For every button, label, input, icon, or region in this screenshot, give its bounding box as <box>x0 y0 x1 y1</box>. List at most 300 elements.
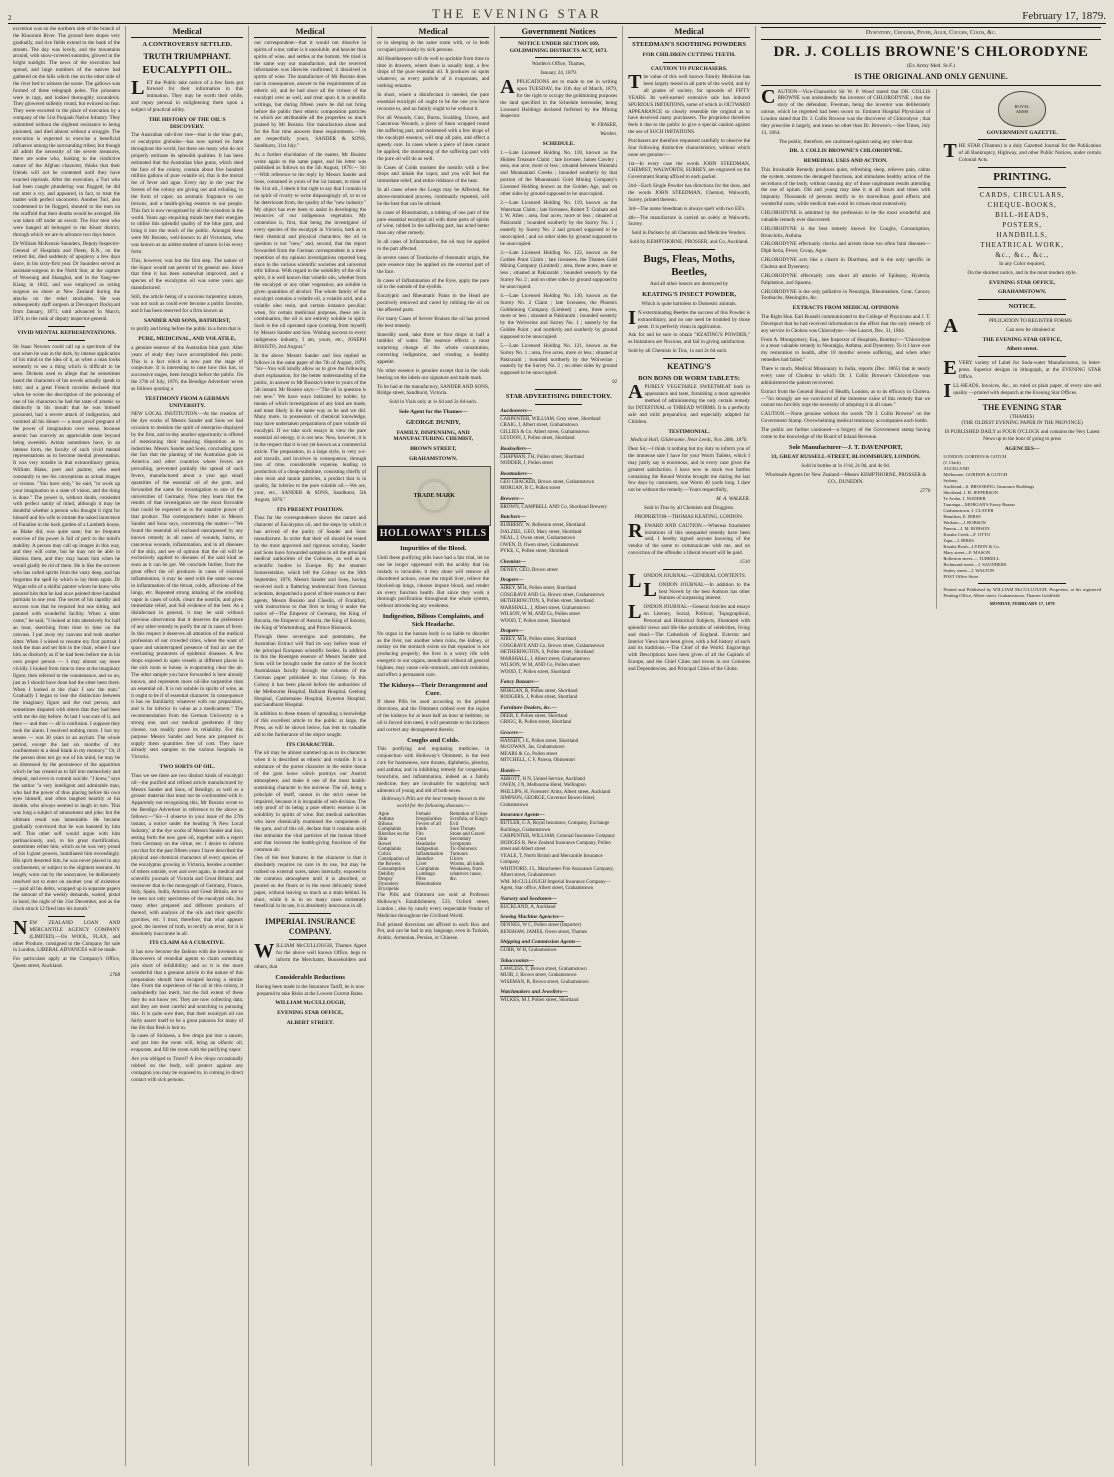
col3-p6: In addition to these means of spreading a knowledge of this excellent article to the public at large, the Press, as will be shown below, has lent its valuable aid to the furtherance of the object sought. <box>254 711 367 738</box>
testimonial-place: Medical Hall, Gildersome, Near Leeds, Nov. 28th, 1876. <box>630 437 748 444</box>
directory-group <box>500 768 617 810</box>
coughs-body: This purifying and regulating medicine, in conjunction with Holloway's Ointment, is the best cure for hoarseness, sore throats, diphtheria, pleurisy, and asthma; and in inhibiting remedy for congestion, bronchitis, and inflammation, indeed as a family medicine, they are invaluable for supplying such ailments of young and old of both sexes. <box>377 746 490 794</box>
agency-item: Tapu—J. BIRSS <box>943 537 974 543</box>
divider <box>761 39 1101 40</box>
directory-entry: WM. McCULLOUGH Imperial Insurance Company—Agent, Star office, Albert street, Grahamstown <box>500 879 611 892</box>
evening-star-sub: (THAMES) <box>1010 415 1035 420</box>
imperial-office: EVENING STAR OFFICE, <box>277 1010 344 1017</box>
wardens-office: Warden's Office, Thames, <box>531 61 586 68</box>
column-2 <box>126 26 249 1466</box>
directory-group-title: Tobacconists— <box>500 958 534 966</box>
ad-title-eucalypti: EUCALYPTI OIL. <box>142 64 232 77</box>
notice-date: January 24, 1879. <box>540 70 578 77</box>
heading-kidneys: The Kidneys—Their Derangement and Cure. <box>378 681 488 697</box>
sole-agents: Wholesale Agents for New Zealand—Messrs KEMPTHORNE, PROSSER & CO., DUNEDIN. <box>765 472 927 485</box>
ad-body-10: Are you obliged to Travel? A few drops occasionally rubbed on the body, will protect against any contagion you may be exposed to, in coming in direct contact with sick persons. <box>131 1056 244 1083</box>
directory-group <box>500 939 617 955</box>
ailment-item: Lumbago <box>416 872 436 878</box>
col3-p2: As a further elucidation of the matter, Mr Bosisto wrote again to the same paper, and his letter was published as follows on the 5th August, 1876:— Sir—With reference to the reply by Messrs Sander and Sons, contained in yours of the 1st instant, to mine of the 31st ult., I deem it but right to say that I contain in no spirit of rivalry to write disparagingly of, or to so far deteriorate from, the quality of the "new industry." My object has ever been to assist in developing the resources of our indigenous vegetation. My contention is, first, that being the investigator of every species of the eucalypti in Victoria, both as to their chemical and physical characters, the oil in question is not "new," and, second, that the report forwarded from the German correspondent is a mere repetition of my opinion investigations reported long since to the various scientific societies and universal etfic bilious. With regard to the solubility of the oil in spirit, it is well known that volatile oils, whether from the eucalypti or any other vegetation, are soluble in given quantities of alcohol. The whole family of the eucalypti contains a volatile oil, a volatile acid, and a volatile oleo resin, and certain instance peculiar; when, for certain medicinal purposes, these are in combination, the oil is not entirely soluble in spirit. Such is the oil operated upon (coming from myself) by Messrs Sander and Son. Wishing success to every indigenous industry, I am, yours, etc., JOSEPH BOSISTO, 2nd August." <box>254 151 367 350</box>
subhead-two-sorts: TWO SORTS OF OIL. <box>159 764 215 771</box>
col4-p13: Innerdily used, take three or four drops in half a tumbler of water. The essence effects a most surprising change of the whole constitution, correcting indigestion, and creating a healthy appetite. <box>377 331 490 365</box>
col3-p1: our correspondent—that it would not dissolve in spirits of wine; rather is it unsoluble, and heavier than spirits of wine, and settles at the bottom. We tried in the same way our manufacture, and the received information was likewise confirmed; it dissolved in spirits of wine. The manufacture of Mr Bosisto does not in consequence, answer to the requirements of an etheric oil, and he had since all the virtues of the eucalypti over as well, and treat upon it in scientific writings, but during fifteen years he did not bring before the public their etheric composition particles to which are attributable all the properties so much praised by Mr Bosisto. Our manufacture alone and for the first time answers these requirements.—We are respectfully yours, SANDER & SONS, Sandhurst, 31st July." <box>254 40 367 149</box>
printing-note: In any Color required, <box>999 261 1046 268</box>
col4-p6: In all cases where the Lungs may be Affected, the above-mentioned process, continually repeated, will be the best that can be advised. <box>377 187 490 207</box>
directory-group-title: Chemists— <box>500 559 526 567</box>
agency-item: Mary street—F. MASON <box>943 549 991 555</box>
directory-group <box>500 628 617 676</box>
trade-mark-label: TRADE MARK <box>413 493 455 500</box>
ailment-item: Bilious Complaints <box>378 822 402 833</box>
agency-item: Hamilton, E. BIRSS <box>943 513 981 519</box>
agency-item: Karaka Road—LYDON & Co. <box>943 543 1001 549</box>
ad-lead: LET the Public take notice of a few facts put forward for their information in this intimation. They may be worth their while, and repay perusal in enlightening them upon a subject of practical utility. <box>131 76 244 114</box>
column-1 <box>8 26 126 1466</box>
col3-p3: In the above Messrs Sander and Son replied as follows in the same paper of the 7th of August, 1876. "Sir—You will kindly allow us to give the following short explanation, for the better understanding of the public, in answer to Mr Bosisto's letter in yours of the 5th instant. Mr Bosisto says:—"The oil in question is not new." We have ways indicated by nobler, by means of which investigations of any kind are made, and must likely in the same way as he and we did. Many more, in possession of chemical knowledge, may have undertaken preparations of pure volatile oil eucalypti. If we take such essays in view the pure essential oil energy, it is not new. New, however, it is in the respect that it is not yet known as a commercial article. The preparation, in a large style, is very a-s-and travails, and involves in consequence, through loss of time, considerable expense, leading to production of a cheap-substitute, consisting chiefly of oleo resin and tannin particles, a product that is in quality, far inferior to the pure volatile oil.—We are, your, etc., SANDER & SONS, Sandhurst, 5th August, 1876." <box>254 352 367 503</box>
directory-group-title: Drapers— <box>500 628 523 636</box>
directory-entry: BURBERY, W, Rolleston street, Shortland <box>500 523 586 529</box>
keatings-powder-body: IN exterminating Beetles the success of this Powder is extraordinary, and no one need be troubled by those pests. It is perfectly clean in application. <box>628 306 750 330</box>
directory-group-title: Bootmakers— <box>500 471 532 479</box>
directory-entry: NEAL, J, Owen street, Grahamstown <box>500 536 576 542</box>
imperial-body: Having been made in the Insurance Tariff, he is now prepared to take Risks at the Lowest Current Rates. <box>255 983 365 997</box>
notice-heading: NOTICE. <box>1008 303 1036 311</box>
ailment-item: Fits <box>416 832 424 838</box>
schedule-item: 1.—Late Licensed Holding No. 118, known as the Hidden Treasure Claim ; late licensee, James Cawley ; area, one acre, more or less ; situated between Waiotahi and Moanataiari Creeks ; bounded southerly by that portion of the Moanataiari Gold Mining Company's Licensed Holding known as the Golden Age, and on other sides by ground supposed to be unoccupied. <box>500 149 618 197</box>
caution-title: CAUTION TO PURCHASERS. <box>650 65 728 72</box>
col4-agent-desc: FAMILY, DISPENSING, AND MANUFACTURING CHEMIST, <box>393 429 474 443</box>
divider <box>48 340 85 341</box>
directory-group-title: Furniture Dealers, &c.— <box>500 705 557 713</box>
sole-ref: 2770 <box>919 487 931 494</box>
ad-title-truth: TRUTH TRIUMPHANT. <box>143 51 231 61</box>
heading-coughs-colds: Coughs and Colds. <box>407 736 460 744</box>
directory-entry: OWEN, J N, Melbourne Hotel, Wellington <box>500 783 586 789</box>
caution-body: The value of this well known Family Medicine has been largely tested in all parts of the world, and by all grades of society, for upwards of FIFTY YEARS. Its well-earned extensive sale has induced SPURIOUS IMITATIONS, some of which in OUTWARD APPEARANCE so closely resemble the original as to have deceived many purchasers. The proprietor therefore feels it due to the public to give a special caution against the use of SUCH IMITATIONS. <box>628 71 750 136</box>
directory-entry: MARSHALL, J, Albert street, Grahamstown <box>500 605 590 611</box>
printing-note-2: On the shortest notice, and in the most modern style. <box>967 269 1077 276</box>
ailment-item: Piles <box>416 877 426 883</box>
bugs-title: Bugs, Fleas, Moths, Beetles, <box>643 252 735 279</box>
chlorodyne-line-2: CHLORODYNE is the best remedy known for Coughs, Consumption, Bronchitis, Asthma. <box>761 225 931 239</box>
ailment-item: Blotches on the Skin <box>378 832 410 843</box>
ailment-item: Inflammation <box>416 852 444 858</box>
printing-service: &c., &c., &c., <box>995 251 1049 260</box>
chlorodyne-caution-2: The public, therefore, are cautioned against using any other than <box>778 138 913 145</box>
col4-p10: In cases of Inflammation of the Eyes, apply the pure oil to the outside of the eyelids. <box>377 277 490 291</box>
subhead-pure: PURE, MEDICINAL, AND VOLATILE, <box>138 336 236 343</box>
directory-entry: MITCHELL, C F, Pareoa, Ohinemuri <box>500 758 576 764</box>
directory-entry: GURR, W H, Grahamstown <box>500 948 557 954</box>
imperial-signature: WILLIAM McCULLOUGH, <box>275 1000 346 1007</box>
article-vivid-mental: Sir Isaac Newton could call up a spectrum of the sun when he was in the dark, by intense application of his mind to the idea of it, as when a man looks earnestly to see a thing which is difficult to be seen. Dickens used to allege that he sometimes heard the characters of his novels actually speak to him; and a great French novelist declared that when he wrote the description of the poisoning of one of his characters he had the taste of arsenic so distinctly in his mouth that he was himself poisoned, had a severe attack of indigestion, and vomited all his dinner — a most proof pregnant of the power of imagination over sense, because arsenic has scarcely an appreciable taste beyond being sweetish. Artists sometimes have, in an intense form, the faculty of such vivid mental representations as to become mental presentation. It was very notable in that extraordinary genius, William Blake, poet and painter, who used constantly to see his conceptions as actual images or visions. "You have only," he said, "to work up your imagination to a state of vision, and the thing is done." The power is, without doubt, consistent with perfect sanity of mind, although it may be doubtful whether a person who thought it right for himself and his wife to imitate the naked innocence of Paradise in the back garden of a Lambeth house, as Blake did, was quite sane; but no frequent exercise of the power is full of peril to the mind's stability. A person may call up images in this way, and they will come, but he may not be able to dismiss them, and they may haunt him when he would gladly be rid of them. He is like the sorcerer who has called spirits from the vasty deep, and has forgotten the spell by which to lay them again. Dr Wigan tells of a skilful painter whom he knew who assured him that he had once painted three hundred portraits in one year. The secret of his rapidity and success was that he required but one sitting, and painted with wonderful facility. When a sitter came," he said, "I looked at him attentively for half an hour, sketching from time to time on the canvass. I put away my canvass and took another sitter. When I wished to resume my first portrait I took the man and set him in the chair, where I saw him as distinctly as if he had been before me in his own proper person — I may almost say more vividly. I looked from time to time at the imaginary figure, then referred to the countenance, and so on, just as I should have done had the sitter been there. When I looked at the chair I saw the man." Gradually I began to lose the distinction between the imaginary figure and the real person, and sometimes disputed with sitters that they had been with me the day before. At last I was sure of it, and then — and then — all is confusion. I suppose they took the alarm. I resolved nothing more. I lost my senses — was 30 years in an asylum. The whole period, except the last six months of my confinement in a dead blank in my memory." Or, if the person does not go out of his mind, he may be so distressed by the persistence of the apparition which he has created as to fall into melancholy and despair, and even to commit suicide. "I knew," says the author "a very intelligent and admirable man, who had the power of thus placing before his own eyes himself, and often laughed heartily at his double, who always seemed to laugh in turn. This was long a subject of amusement and joke; but the ultimate result was lamentable. He became gradually convinced that he was haunted by him self. This other self would argue with him pertinaciously, and, to his great mortification, sometimes refute him, which as he was very proud of his I-giant powers, humiliated him exceedingly. His spirit deserted him, he was never placed in any confinement, or subject to the slightest restraint. At length, worn out by the annoyance, he deliberately resolved not to enter on another year of existence — paid all his debts, wrapped up in separate papers the amount of the weekly demands, waited, pistol in hand, the night of the 31st December, and as the clock struck 12 fired into his mouth." <box>13 343 121 913</box>
evening-star-line-2: IS PUBLISHED DAILY at FOUR O'CLOCK and contains the Very Latest News up to the hour of going to press <box>944 428 1100 442</box>
col4-agent-street: BROWN STREET, <box>410 446 457 453</box>
divider <box>48 916 85 917</box>
col3-p8: One of the best features in the character is that it absolutely requires no care in its use, but may be rubbed on external sores, taken internally, exposed to the common atmosphere until it is absorbed, or poured on the floors or in the most delicately tinted paper, without leaving so much as a stain behind. In short, while it is in no many cases extremely beneficial in its use, it is absolutely innocuous in all. <box>254 855 367 910</box>
directory-group-title: Booksellers— <box>500 446 531 454</box>
agencies-list <box>943 454 1101 573</box>
obituary-saunders: Dr William McKenzie Saunders, Deputy Inspector-General of Hospitals and Fleets, R.N., on the retired list, died suddenly of apoplexy a few days since, in his sixty-first year. Dr Saunders served as assistant-surgeon in the North Star, at the capture of Woosung and Shanghai, and in the Yang-tse-Kiang in 1842, and was employed as acting surgeon on shore at New Zealand during the attacks on the rebel stockades. He was subsequently staff surgeon at Devonport Dockyard from January, 1871, until advanced in March, 1874, to the rank of deputy inspector-general. <box>13 240 121 323</box>
keatings-title: KEATING'S <box>667 362 711 372</box>
agency-item: Waikato—J. ROBSON <box>943 519 986 525</box>
extract-2: From A. Montgomery, Esq., late Inspector of Hospitals, Bombay:—"Chlorodyne is a most valuable remedy in Neuralgia, Asthma, and Dysentery. To it I have owe my restoration to health, after 18 months' severe suffering, and when other remedies had failed." <box>761 336 931 364</box>
column-7 <box>756 26 1106 1466</box>
ad-nz-loan-tail: For particulars apply at the Company's Office, Queen street, Auckland. <box>13 956 121 970</box>
column-header-medical-3: Medical <box>377 26 489 38</box>
ailment-item: Scrofula, or King's Evil <box>449 817 488 828</box>
ailment-item: Worms, all kinds <box>449 862 484 868</box>
reward-caution: REWARD AND CAUTION.—Whereas fraudulent imitations of this unequaled remedy have been sold, I hereby signed anyone knowing of the vendor of the same to communicate with me, and on conviction of the offender a liberal reward will be paid. <box>628 519 750 557</box>
divider <box>535 404 582 405</box>
directory-entry: CRAIG, J, Albert street, Grahamstown <box>500 423 578 429</box>
directory-group <box>500 446 617 468</box>
holloways-pills-banner: HOLLOWAY'S PILLS <box>377 526 489 541</box>
directory-group <box>500 496 617 512</box>
ailments-col-1 <box>377 812 415 892</box>
gazette-body: THE STAR (Thames) is a duly Gazetted Journal for the Publication of all Bankruptcy, Highway, and other Public Notices, under certain Colonial Acts. <box>943 140 1101 164</box>
agency-item: (J. Clark) <box>943 460 961 466</box>
masthead-left: 2 <box>8 14 12 22</box>
directory-entry: WHITFORD, J L, Manchester Fire Assurance Company, Albert street, Grahamstown <box>500 866 614 879</box>
directory-entry: NODDER, J, Pollen street <box>500 461 553 467</box>
divider <box>663 358 715 359</box>
printing-service: CARDS, CIRCULARS, <box>979 191 1065 200</box>
chlorodyne-line-1: CHLORODYNE is admitted by the profession to be the most wonderful and valuable remedy ever discovered. <box>761 210 931 223</box>
ailment-item: Asthma <box>378 817 394 823</box>
subhead-history: THE HISTORY OF THE OIL'S DISCOVERY. <box>148 116 226 130</box>
printing-service: CHEQUE-BOOKS, <box>987 201 1057 210</box>
directory-entry: DENBY, GEO, Brown street <box>500 567 558 573</box>
directory-group <box>500 471 617 493</box>
ad-nz-loan-ref: 2768 <box>109 972 121 978</box>
divider <box>978 139 1066 140</box>
directory-group-title: Auctioneers— <box>500 408 532 416</box>
directory-entry: ABBOTT, H N, United Service, Auckland <box>500 776 585 782</box>
steedmans-sold: Sold in Packets by all Chemists and Medicine Vendors. <box>631 230 747 237</box>
column-header-medical-2: Medical <box>254 26 366 38</box>
directory-entry: BROWN, CAMPBELL AND Co, Shortland Brewery <box>500 504 608 510</box>
directory-group-title: Hotels— <box>500 768 520 776</box>
footer-imprint: Printed and Published by WILLIAM McCULLOUGH, Proprietor, at his registered Printing Office, Albert street, Grahamstown, Thames Goldfield. <box>943 586 1101 598</box>
schedule-item: 2.—Late Licensed Holding No. 119, known as the Waterman Claim ; late licensees, Robert T. Graham and I. W. Allen ; area, four acres, more or less ; situated at Pakirarahi ; bounded southerly by the Surrey No. 1 ; easterly by Surrey No. 2 and ground supposed to be unoccupied ; and on other sides by ground supposed to be unoccupied. <box>500 199 618 247</box>
directory-group <box>500 914 617 936</box>
remedial-body: This Invaluable Remedy produces quiet, refreshing sleep, relieves pain, calms the system, restores the deranged functions, and stimulates healthy action of the secretions of the body, without causing any of those unpleasant results attending the use of opium. Old and young may take it at all hours and times with impunity. Thousands of persons testify to its marvellous good effects and wonderful cures, while medical men extol its virtues most extensively. <box>761 166 931 208</box>
columns-container <box>8 26 1106 1466</box>
caution-item-1: 1st—In every case the words JOHN STEEDMAN, CHEMIST, WALWORTH, SURREY, are engraved on the Government Stamp affixed to each packet. <box>628 160 750 181</box>
directory-entry: OWEN, D, Owen street, Grahamstown <box>500 542 579 548</box>
directory-group-title: Insurance Agents— <box>500 812 545 820</box>
printing-service: THEATRICAL WORK, <box>980 241 1064 250</box>
ad-body-6: NEW LOCAL INSTITUTION.—At the creation of the dye works of Messrs Sander and Sons we had occasion to mention the spirit of enterprise displayed by the firm, and to-day another opportunity is offered of mentioning their inquiring disposition as to industries. Messrs Sander and Sons, concluding upon the fact that the planting of the Australian gum in America and other countries where fevers are prevailing, prevented partially the spread of such fevers, manufactured about a year ago small quantities of the essential oil of the gum, and forwarded the same for investigation to one of the universities of Germany. Now they learn that the results of that investigation are the most favorable that could be expected as to the sanative power of that product. The correspondent's letter to Messrs Sander and Sons says, concerning the matter:—"We found the essential oil enclosed unsurpassed by any known remedy in all cases of wounds, burns, or cancerous wounds, inflammation, and in all diseases of the skin, and see of opinion that the oil will be exclusively applied to diseases of the said kind as soon as it can be got. We conclude further, from the great effect the oil produces in cases of external inflammation, it may be used with the same success in inflammation of the throat, colds, affections of the lungs, etc. Repeated strong inhaling of the smelling vapor in cases of colds, clears the nostrils, and gives immediate relief, and full evidence of the best. As a disinfectant in general, it may be said without previous observation that it deserves the preference of any other remedy to purify the air in cases of fever. In this respect it deserves all attention of the medical profession of our crowded cities, where the want of space and uninterrupted presence of foul air are the everlasting promoters of epidemic diseases. A few drops exposed in open vessels at different places in the sick room or house, is evaporating clear the air. The other sample you have forwarded is here already known, and represents more oil-like turpentine than an essential oil. It is not soluble in spirits of wine, as it ought to be if of essential character. In consequence it has no familiarity whatever with our preparation, and is far inferior in value as a medicament." The recommendation from the German University is a strong one, and our medical gentlemen if they choose, can readily prove its reliability. For this purpose Messrs Sander and Sons are prepared to supply them quantities free of cost. They have already sent samples to the various hospitals in Victoria. <box>131 411 244 761</box>
directory-entry: GRIGG, R, Pollen street, Shortland <box>500 720 572 726</box>
col4-p8: In all cases of Inflammation, the oil may be applied to the part affected. <box>377 239 490 253</box>
ailment-item: Weakness, from whatever cause, &c. <box>449 867 483 883</box>
directory-entry: COSGRAVE AND Co, Brown street, Grahamstown <box>500 592 605 598</box>
divider <box>978 187 1066 188</box>
agency-item: Sydney, <box>943 478 958 484</box>
ailment-item: Tumours <box>449 852 468 858</box>
column-4 <box>372 26 495 1466</box>
col3-p7: The oil may be almost summed up as to its character when it is described as etheric and volatile. It is a substance of the purest character in the entire tissue of the gum leave which portrays our Austral atmosphere, and make it one of the most health-sustaining character in the universe. The oil, being a principle of itself, cannot in the strict sense be impaired, because it is incapable of sub-division. The only proof of its being a pure etheric essence is its solubility in spirits of wine. But medical authorities who have chemically examined the components of the gum, and of this oil, declare that it contains acids that stimulate the vital particles of the human blood and that increase the health-giving functions of the common air. <box>254 750 367 853</box>
directory-group-title: Watchmakers and Jewellers— <box>500 989 567 997</box>
agency-item: LONDON, GORDON & GOTCH <box>943 454 1007 460</box>
london-journal-3: LONDON JOURNAL—General Articles and essays on Literary, Social, Political, Topographical, Personal and Historical Subjects, illustrated with splendid views and life-like portraits of celebrities, living and dead.—The Cathedrals of England. Exterior and Interior Views have been given, with a full history of each and its traditions.—The Chief of the World. Engravings with Descriptions have been given of all the Capitals of Europe, and the Chief Cities and towns in our Colonies and Dependencies, and Principal Cities of the Globe. <box>628 601 750 673</box>
ad-body-7: Thus we see there are two distinct kinds of eucalypti oil—the purified and refined article manufactured by Messrs Sander and Sons, of Bendigo, as well as a grosser material that must not be confounded with it. Apparently not recognising this, Mr Bosisto wrote to the Bendigo Advertiser in reference to the above as follows:—"Sir—I observe in your issue of the 27th instant, a notice under the heading 'A New Local Industry,' at the dye works of Messrs Sander and Son, setting forth the new gum oil, together with a report from Germany on the virtue, etc. I desire to inform you that for the past fifteen years I have described the physical and chemical characters of every species of the eucalyptus growing in Victoria, besides a number of others outside, over and over again, in medical and scientific journals of Victoria and Great Britain; and moreover that in the monograph of Germany, France, Italy, Spain, India, America and Great Britain, are to be seen not only specimens of the eucalypti oils, but many other prepared and different products of thereof, with analysis of the oils and their specific gravities, etc. I trust, therefore, that what appears good, the interest of truth, to rectify an error, for it is absolutely inaccurate in all. <box>131 772 244 937</box>
divider <box>48 326 85 327</box>
col4-p5: In Cases of Colds moisten the nostrils with a few drops and inhale the vapor, and you will feel the immediate relief, and entire riddance of the heat. <box>377 164 490 185</box>
column-3 <box>249 26 372 1466</box>
directory-title: STAR ADVERTISING DIRECTORY. <box>505 393 612 401</box>
ailment-item: Ague <box>378 812 390 818</box>
col4-agent-town: GRAHAMSTOWN. <box>409 455 458 462</box>
printing-town: GRAHAMSTOWN. <box>998 289 1047 296</box>
subhead-present-position: ITS PRESENT POSITION. <box>277 506 344 513</box>
firm-name: SANDER AND SONS, BATHURST, <box>143 317 231 324</box>
directory-entry: HANSBY, J E, Pollen street, Shortland <box>500 738 579 744</box>
directory-group-title: Nursery and Seedsmen— <box>500 896 557 904</box>
column-header-government: Government Notices <box>500 26 617 38</box>
column-header-medical-5 <box>761 26 1101 28</box>
holloways-pills-artwork <box>377 466 489 541</box>
column-5 <box>495 26 623 1466</box>
ad-billheads: ILL-HEADS, Invoices, &c., on ruled or plain paper, of every size and quality —printed with despatch at the Evening Star Offices. <box>943 379 1101 402</box>
ailment-item: Gout <box>416 837 427 843</box>
keatings-powder-sub: Which is quite harmless to Domestic animals. <box>641 301 737 307</box>
agency-item: Karaka Creek—F. OTTO <box>943 531 990 537</box>
directory-entry: VEALE, T, North British and Mercantile Insurance Company <box>500 853 603 866</box>
kidneys-body: If these Pills be used according to the printed directions, and the Ointment rubbed over the region of the kidneys for at least half an hour at bedtime, so oil is forced into need, it will penetrate to the kidneys and correct any derangement therein. <box>377 699 490 733</box>
ad-body-8: It has now become the fashion with the inventors or discoverers of remedial agents to claim something join short of infallibility; and so it is the more wonderful that a genuine article in the nature of this preparation should have escaped having a similar fate. From the experience of the oil in this colony, it undoubtedly has merit, but the full extent of these they do not know yet. They are now collecting data, and they are most careful and searching in pursuing this. It is quite sure then, that their eucalypti oil can fairly assert itself to be a great panacea for many of the ills that flesh is heir to. <box>131 949 244 1031</box>
ailment-item: Retention of Urine <box>449 812 488 818</box>
caution-body-2: Purchasers are therefore requested carefully to observe the four following distinctive characteristics, without which none are genuine:— <box>628 137 750 158</box>
ailment-item: Consumption <box>378 867 406 873</box>
ailment-item: Female Irregularities <box>416 812 442 823</box>
masthead-date: February 17, 1879. <box>1022 10 1106 22</box>
col4-agent-name: GEORGE DUNDY, <box>405 418 461 426</box>
schedule-item: 3.—Late Licensed Holding No. 122, known as the Golden Point Claim ; late licensees, the Thames Gold Mining Company (Limited) ; area, three acres, more or less ; situated at Pakirarahi ; bounded westerly by the Surrey No. 2 ; and on other sides by ground supposed to be unoccupied. <box>500 249 618 291</box>
ad-labels: EVERY variety of Label for Soda-water Manufacturers, in letter-press. Superior designs in lithograph, at the EVENING STAR Office. <box>943 357 1101 380</box>
directory-group <box>500 812 617 893</box>
directory-entry: MORGAN, R, Pollen street, Shortland <box>500 688 578 694</box>
ad-body-1: The Australian sub-liver tree—that is the blue gum, or eucalyptus globulus—has now spread its fame throughout the world, but there are many who do not properly estimate its splendid qualities. It has been estimated that the Australian blue gums, which shed the face of the colony, contain about five hundred million gallons of pure volatile oil, that is the mortal fee of fever and ague. Every day in the year the forests of the colony are giving out and exhaling, in the form of vapor, an aromatic fragrance to our browns, and a health-giving essence to our people. This fact is now recognised by all the scientists in the world. Years ago enquiring minds bent their energies to utilise this splendid quality of the blue gum, and bring it into the reach of the public. Amongst these were Mr Bosisto, well-known to all Victorians, who was known as an ardent student of nature in his every form. <box>131 132 244 255</box>
ad-body-4: to purify and bring before the public in a form that is <box>131 326 241 333</box>
printing-office: EVENING STAR OFFICE, <box>989 279 1056 286</box>
ailment-item: Stone and Gravel <box>449 832 485 838</box>
directory-entry: AIREY, M H, Pollen street, Shortland <box>500 637 576 643</box>
chlorodyne-genuine: IS THE ORIGINAL AND ONLY GENUINE. <box>854 72 1008 81</box>
ailment-item: Ulcers <box>449 857 463 863</box>
ailment-item: Constipation of the Bowels <box>378 857 410 868</box>
ailment-item: Secondary Symptoms <box>449 837 472 848</box>
directory-group-title: Drapers— <box>500 577 523 585</box>
testimonial-body: Dear Sir,—I think it nothing but my duty to inform you of the immense sale I have for your Worm Tablets, which I may justly say is enormous, and in every case gives the greatest satisfaction. I have now in stock two bottles containing the Round Worms brought me during the last few days by customers, one Worm 40 yards long. I dare not be without the remedy.—Yours respectfully, <box>628 446 750 494</box>
steedmans-title: STEEDMAN'S SOOTHING POWDERS <box>632 41 746 48</box>
directory-entry: MEARS & Co, Pollen street <box>500 751 558 757</box>
directory-entry: MORGAN, R C, Pollen street <box>500 486 561 492</box>
printing-service: POSTERS, <box>1002 221 1043 230</box>
masthead-title: THE EVENING STAR <box>432 6 602 21</box>
keatings-bonbons-body: APURELY VEGETABLE SWEETMEAT both in appearance and taste, furnishing a most agreeable method of administering the only certain remedy for INTESTINAL or THREAD WORMS. It is a perfectly safe and mild preparation, and especially adapted for Children. <box>628 381 750 425</box>
chlorodyne-caution-3: DR. J. COLLIS BROWNE'S CHLORODYNE. <box>789 148 902 155</box>
subhead-claim-curative: ITS CLAIM AS A CURATIVE. <box>149 940 225 947</box>
extract-5: CAUTION.—None genuine without the words "Dr J. Collis Browne" on the Government Stamp. Overwhelming medical testimony accompanies each bottle. <box>761 411 931 425</box>
royal-crest-icon: ROYAL ARMS <box>998 91 1046 127</box>
directory-group <box>500 705 617 727</box>
directory-entry: CHAPMAN, J H, Pollen street, Shortland <box>500 454 584 460</box>
directory-entry: SIMPSON, GEORGE, Governor Bowen Hotel, Grahamstown <box>500 796 596 808</box>
imperial-lead: WILLIAM McCULLOUGH, Thames Agent for the above well known Office, begs to inform the Merchants, Householders and others, that <box>254 940 367 971</box>
directory-entry: LEYDON, J, Pollen street, Shortland <box>500 436 575 442</box>
directory-entry: AIREY, M H, Pollen street, Shortland <box>500 586 576 592</box>
ailment-item: Jaundice <box>416 857 434 863</box>
directory-entry: BUCKLAND, A, Auckland <box>500 904 556 910</box>
imperial-street: ALBERT STREET. <box>286 1019 334 1026</box>
directory-entry: MARSHALL, J, Albert street, Grahamstown <box>500 656 590 662</box>
directory-entry: HODGES R, New Zealand Insurance Company, Pollen street and Albert street <box>500 840 611 853</box>
ailments-intro: Holloway's Pills are the best remedy known to the world for the following diseases:— <box>381 796 485 810</box>
directory-group-title: Grocers— <box>500 730 523 738</box>
schedule-item: 4.—Late Licensed Holding No. 130, known as the Surrey No. 2 Claim ; late licensees, the Phoenix Goldmining Company (Limited) ; area, three acres, more or less ; situated at Pakirarahi ; bounded westerly by the Wolverine and Surrey No. 1 ; easterly by the Golden Point ; and northerly and southerly by ground supposed to be unoccupied. <box>500 292 618 341</box>
caution-item-3: 3rd—The name Steedman is always spelt with two EE's. <box>628 205 746 212</box>
directory-entry: CARPENTER, WILLIAM, Grey street, Shortland <box>500 416 601 422</box>
indigestion-body: No organ in the human body is so liable to disorder as the liver, nor another when ruins, the kidney, or mislay on the stomach exists on that equation is not producing properly; the liver is a worry rife with energetic to our organs, mendicant without all general highnes, may cause colic-stomach, and sick isolation, and effect a permanent cure. <box>377 630 490 678</box>
directory-group-title: Butchers— <box>500 514 525 522</box>
agency-item: Paeroa—J. M. ROBSON <box>943 525 990 531</box>
chlorodyne-subtitle: (Ex Army Med. St.F.) <box>907 63 955 69</box>
agency-item: Shortland, J. H. JEFFERSON <box>943 490 998 496</box>
schedule-item: 5.—Late Licensed Holding No. 121, known as the Surrey No. 1 ; area, five acres, more or less ; situated at Pakirarahi ; bounded northerly by the Wolverine ; easterly by the Surrey No. 2 ; on other sides by ground supposed to be unoccupied. <box>500 342 618 377</box>
printing-service: HANDBILLS, <box>996 231 1048 240</box>
schedule-title: SCHEDULE. <box>542 141 575 147</box>
schedule-list <box>500 150 617 378</box>
london-journal-1: LONDON JOURNAL—GENERAL CONTENTS. <box>628 569 747 592</box>
warden-signature: W. FRASER, <box>590 122 618 129</box>
directory-entry: GEO CRACKER, Brown street, Grahamstown <box>500 479 595 485</box>
extract-4: Extract from the General Board of Health, London, as to its efficacy in Cholera.—"So strongly are we convinced of the immense value of this remedy that we cannot too forcibly urge the necessity of adopting it in all cases." <box>761 388 931 409</box>
ad-nz-loan: NEW ZEALAND LOAN AND MERCANTILE AGENCY COMPANY (LIMITED).—On WOOL, FLAX, and other Produce, consigned to the Company for sale in London, LIBERAL ADVANCES will be made. <box>13 916 121 954</box>
col4-p12: For many Cases of Severe Bruises the oil has proved the best remedy. <box>377 315 490 329</box>
directory-entry: BUTLER, G A, Royal Insurance, Company, Exchange Buildings, Grahamstown <box>500 821 610 833</box>
footer-date: MONDAY, FEBRUARY 17, 1879 <box>989 600 1055 606</box>
divider <box>761 85 1101 86</box>
agency-item: Richmond street—J. SAUNDERS <box>943 561 1007 567</box>
imperial-reductions: Considerable Reductions <box>275 973 345 981</box>
directory-entry: LAWLESS, T, Brown street, Grahamstown <box>500 966 587 972</box>
holloway-address-2: Full printed directions are affixed to each Box and Pot, and can be had in any language, even in Turkish, Arabic, Armenian, Persian, or Chinese. <box>377 921 490 942</box>
col4-p9: In severe cases of Toothache of rheumatic origin, the pure essence may be applied on the external part of the face. <box>377 254 490 275</box>
col4-p3: In short, where a disinfectant is needed, the pure essential eucalypti oil ought to be the one you have recourse to, and no family ought to be without it. <box>377 92 490 112</box>
advertising-directory <box>500 408 617 1005</box>
ailments-col-3 <box>449 812 489 892</box>
ailment-item: Bowel Complaints <box>378 842 402 853</box>
london-journal-2: LONDON JOURNAL—In addition to the best Novels by the best Authors has other features of surpassing interest. <box>643 578 750 602</box>
ailment-item: Rheumatism <box>416 882 442 888</box>
divider <box>663 62 715 63</box>
ailment-item: Indigestion <box>416 847 439 853</box>
divider <box>289 913 331 914</box>
ailment-item: Liver Complaints <box>416 862 440 873</box>
ad-body-5: a genuine essence of the Australian blue gum. After years of study they have accomplished this point. This is a fact which is now past the stage of conjecture. It is interesting to note how this has, in successive stages, been brought before the public. On the 27th of July, 1876, the Bendigo Advertiser wrote as follows quoting a <box>131 344 244 393</box>
directory-entry: COSGRAVE AND Co, Brown street, Grahamstown <box>500 643 605 649</box>
ailments-table <box>377 812 489 892</box>
divider <box>663 249 715 250</box>
notice-title: NOTICE UNDER SECTION 169, GOLDMINING DISTRICTS ACT, 1873. <box>509 41 608 54</box>
chlorodyne-line-6: CHLORODYNE is the only palliative in Neuralgia, Rheumatism, Gout, Cancer, Toothache, Meningitis, &c. <box>761 288 931 302</box>
testimonial-title: TESTIMONIAL. <box>668 428 710 435</box>
directory-group <box>500 408 617 443</box>
column-header-medical: Medical <box>131 26 243 38</box>
remedial-title: REMEDIAL USES AND ACTION. <box>803 158 888 165</box>
directory-group <box>500 958 617 987</box>
col3-p4: Thus far the correspondence shows the nature and character of Eucalyptus oil, and the steps by which it has arrived of the purity of Sander and Sons manufacture. In order that their oil should be tested by the most approved and rigorous scrutiny, Sander and Sons have forwarded samples to all the principal medical authorities of the Colonies, as well as to scientific bodies in Europe. By the steamer Somersetshire, which left the Colony on the 30th September, 1876, Messrs Sander and Sons, having received such a flattering testimonial from German scientists, despatched a parcel of their essence to their agents, Messrs Bosisto and Cheslin, of Frankfurt, with instructions to that firm to bring it under the notice of—The Emperor of Germany, the King of Bavaria, the Emperor of Austria, the King of Saxony, the King of Wurtemburg, and Prince Bismarck. <box>254 515 367 632</box>
keatings-powder-body-3: Sold by all Chemists in Tins, 1s and 2s 6d each. <box>628 348 728 355</box>
gazette-title: GOVERNMENT GAZETTE. <box>986 129 1058 136</box>
directory-group <box>500 989 617 1005</box>
directory-group <box>500 896 617 912</box>
heading-indigestion: Indigestion, Bilious Complaints, and Sick Headache. <box>382 613 484 628</box>
col4-agent-head: Sole Agent for the Thames— <box>398 409 468 416</box>
divider <box>978 356 1066 357</box>
trade-mark-sunburst <box>377 466 491 526</box>
agency-item: Sealey street—J. WALTON <box>943 567 995 573</box>
ad-body-3: Still, the article being of a noxious turpentiny nature, was not such as could ever become a public favorite, and it has been reserved for a firm known as <box>131 294 244 314</box>
chlorodyne-line-3: CHLORODYNE effectually checks and arrests those too often fatal diseases—Diph heria, Fever, Croup, Ague. <box>761 241 931 255</box>
directory-group <box>500 514 617 556</box>
sole-address: 33, GREAT RUSSELL-STREET, BLOOMSBURY, LONDON. <box>770 454 921 461</box>
ad-body-9: In cases of Sickness, a few drops put into a saucer, and put into the room will, bring an olfactic oil, evaporate, and fill the room with the purifying vapor. <box>131 1033 244 1054</box>
bugs-sub: And all other insects are destroyed by <box>649 281 729 288</box>
directory-group-title: Sewing Machine Agencies— <box>500 914 564 922</box>
directory-entry: HETHERINGTON, S, Pollen street, Shortland <box>500 599 594 605</box>
directory-entry: WOOD, T, Pollen street, Shortland <box>500 618 571 624</box>
col4-p11: Eucalyptic and Rheumatic Pains in the Head are positively removed and cured by rubbing the oil on the affected parts. <box>377 293 490 313</box>
chlorodyne-title: DR. J. COLLIS BROWNE'S CHLORODYNE <box>773 44 1089 60</box>
directory-entry: WILKES, M J, Pollen street, Shortland <box>500 998 579 1004</box>
agencies-title: AGENCIES— <box>1004 445 1040 452</box>
notice-forms: APPLICATION TO REGISTER FORMS <box>943 314 1072 337</box>
extracts-title: EXTRACTS FROM MEDICAL OPINIONS <box>792 305 899 312</box>
directory-entry: PHILLIPS, H, Foresters' Arms, Albert street, Auckland <box>500 789 611 795</box>
heading-vivid-mental: VIVID MENTAL REPRESENTATIONS. <box>17 329 116 336</box>
directory-entry: RENSHAW, JAMES, Owen street, Thames <box>500 929 588 935</box>
ailment-item: Debility <box>378 872 395 878</box>
chlorodyne-line-4: CHLORODYNE acts like a charm in Diarrhœa, and is the only specific in Cholera and Dysentery. <box>761 257 931 271</box>
chlorodyne-caution: CAUTION—Vice-Chancellor Sir W. P. Wood stated that DR. COLLIS BROWNE was undoubtedly the inventor of CHLORODYNE ; that the story of the defendant, Freeman, being the inventor was deliberately untrue, which he regretted had been sworn to. Eminent Hospital Physicians of London stated that Dr. J. Collis Browne was the discoverer of Chlorodyne ; that they prescribe it largely, and mean no other than Dr. Browne's.—See Times, July 13, 1864. <box>761 85 931 136</box>
steedmans-agent: Sold by KEMPTHORNE, PROSSER, and Co, Auckland. <box>629 239 749 246</box>
printing-title: PRINTING. <box>993 170 1052 183</box>
directory-entry: McGOWAN, Jas, Grahamstown <box>500 745 565 751</box>
reward-ref: 1510 <box>739 559 750 566</box>
ad-title-controversy: A CONTROVERSY SETTLED. <box>142 41 232 48</box>
extract-1: The Right Hon. Earl Russell communicated to the College of Physicians and J. T. Davenport that he had received information to the effect that the only remedy of any service in Cholera was Chlorodyne.—See Lancet, Dec. 31, 1864. <box>761 314 931 334</box>
ailment-item: Fevers of all kinds <box>416 822 442 833</box>
directory-entry: WILSON, W M, AND Co, Pollen street <box>500 612 580 618</box>
agency-item: Grahamstown, J. CLAYER <box>943 508 994 513</box>
caution-item-2: 2nd—Each Single Powder has directions for the dose, and the words JOHN STEEDMAN, Chemist, Walworth, Surrey, printed thereon. <box>628 183 750 203</box>
masthead <box>8 6 1106 24</box>
directory-entry: WILSON, W M, AND Co, Pollen street <box>500 663 580 669</box>
ailment-item: Sore Throats <box>449 827 476 833</box>
directory-group <box>500 730 617 765</box>
agency-item: Auckland—S. BROOKING, Insurance Buildings <box>943 484 1035 490</box>
column-7b <box>936 89 1101 609</box>
column-6 <box>623 26 756 1466</box>
keatings-sold: Sold in Tins by all Chemists and Druggists. <box>643 505 735 511</box>
directory-entry: GILLIES & Co, Albert street, Grahamstown <box>500 429 589 435</box>
chlorodyne-line-5: CHLORODYNE effectually cuts short all attacks of Epilepsy, Hysteria, Palpitation, and Spasms. <box>761 272 931 286</box>
directory-group-title: Fancy Bazaars— <box>500 679 539 687</box>
col4-p7: In cases of Rheumatism, a rubbing of one part of the pure essential eucalypti oil with three parts of spirits of wine, rubbed in the suffering part, has acted better than any other remedy. <box>377 209 490 237</box>
